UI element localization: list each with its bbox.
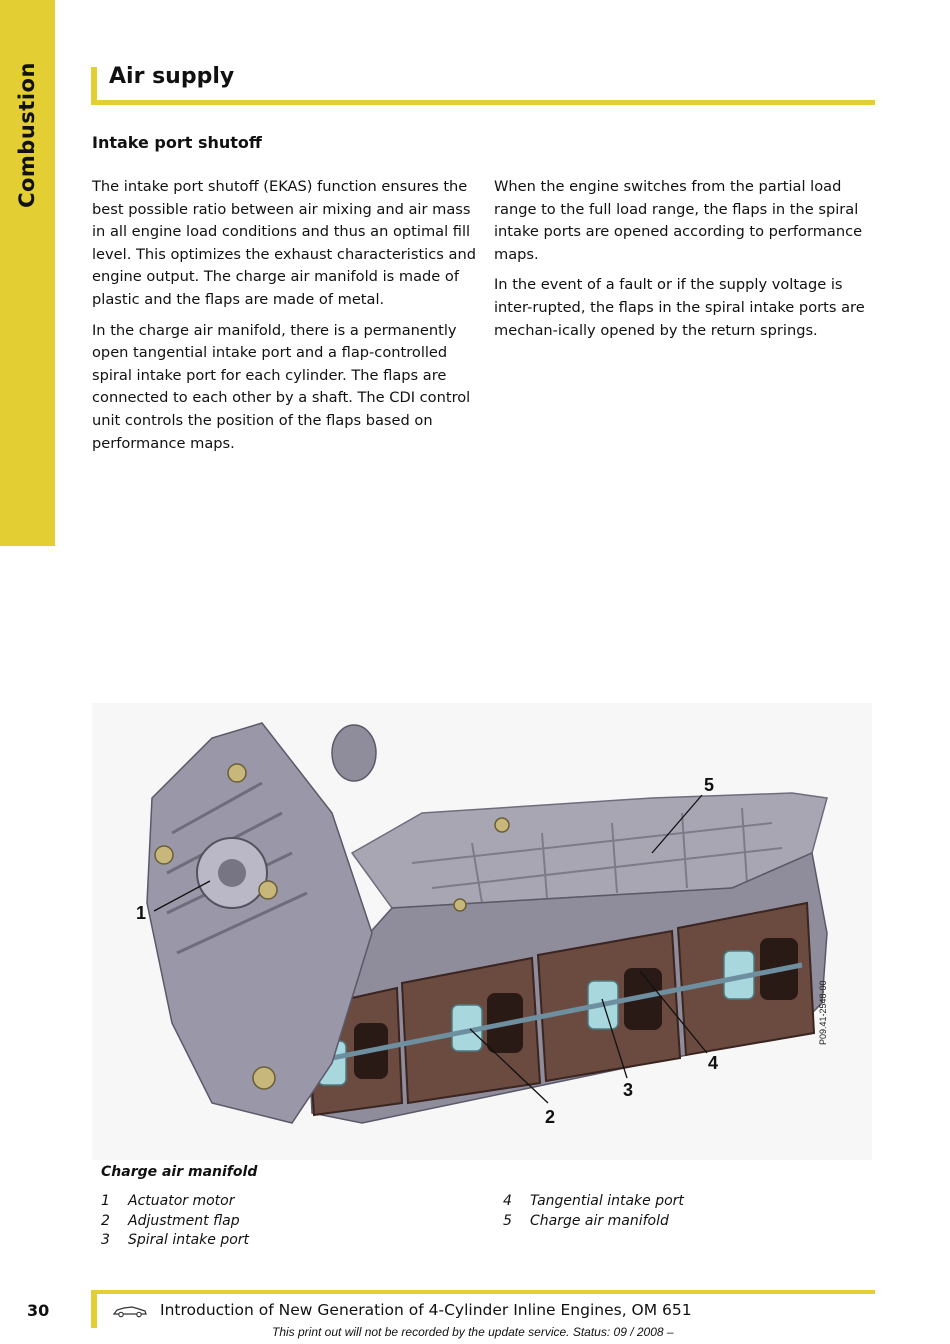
legend-number: 2	[101, 1212, 110, 1229]
callout-3: 3	[623, 1080, 634, 1100]
paragraph: In the event of a fault or if the supply voltage is inter-rupted, the flaps in the spiral intake ports are mechan-ically opened by the return springs.	[494, 276, 865, 339]
side-tab-label: Combustion	[15, 62, 39, 208]
legend-right	[503, 1192, 684, 1231]
paragraph: When the engine switches from the partial load range to the full load range, the flaps in the spiral intake ports are opened according to performance maps.	[494, 178, 863, 263]
callout-1: 1	[136, 903, 147, 923]
legend-item	[503, 1192, 684, 1212]
legend-label: Actuator motor	[128, 1193, 235, 1209]
footer-note: This print out will not be recorded by the update service. Status: 09 / 2008 –	[272, 1325, 674, 1339]
paragraph: In the charge air manifold, there is a permanently open tangential intake port and a flap-controlled spiral intake port for each cylinder. The flaps are connected to each other by a shaft. The CDI control unit controls the position of the flaps based on performance maps.	[92, 321, 471, 452]
inlet-port	[332, 725, 376, 781]
paragraph: The intake port shutoff (EKAS) function ensures the best possible ratio between air mixing and air mass in all engine load conditions and thus an optimal fill level. This optimizes the exhaust characteristics and engine output. The charge air manifold is made of plastic and the flaps are made of metal.	[92, 178, 476, 308]
section-title: Air supply	[109, 64, 235, 89]
figure-code: P09.41-2548-00	[818, 980, 828, 1045]
legend-label: Adjustment flap	[128, 1212, 240, 1229]
footer-title: Introduction of New Generation of 4-Cylinder Inline Engines, OM 651	[160, 1301, 692, 1319]
footer-accent-bar	[91, 1290, 97, 1328]
legend-number: 4	[503, 1193, 512, 1209]
actuator-hub	[218, 859, 246, 887]
header-rule	[91, 100, 875, 105]
legend-number: 3	[101, 1232, 110, 1248]
callout-2: 2	[545, 1107, 556, 1127]
legend-number: 5	[503, 1212, 512, 1229]
legend-number: 1	[101, 1193, 110, 1209]
side-tab	[0, 0, 55, 546]
right-column	[494, 176, 879, 350]
legend-item	[101, 1192, 249, 1212]
legend-left	[101, 1192, 249, 1251]
header-accent-bar	[91, 67, 97, 104]
legend-item	[503, 1212, 684, 1232]
car-icon	[112, 1304, 148, 1318]
legend-label: Tangential intake port	[530, 1193, 684, 1209]
callout-4: 4	[708, 1053, 719, 1073]
callout-5: 5	[704, 775, 715, 795]
manifold-illustration	[92, 703, 872, 1160]
figure-caption-title: Charge air manifold	[101, 1164, 258, 1180]
footer-rule	[91, 1290, 875, 1294]
legend-label: Spiral intake port	[128, 1232, 250, 1248]
sub-heading: Intake port shutoff	[92, 133, 262, 152]
left-column	[92, 176, 477, 463]
legend-item	[101, 1231, 249, 1251]
charge-air-manifold-figure	[92, 703, 872, 1160]
legend-item	[101, 1212, 249, 1232]
legend-label: Charge air manifold	[530, 1212, 669, 1229]
page-number: 30	[27, 1301, 50, 1320]
